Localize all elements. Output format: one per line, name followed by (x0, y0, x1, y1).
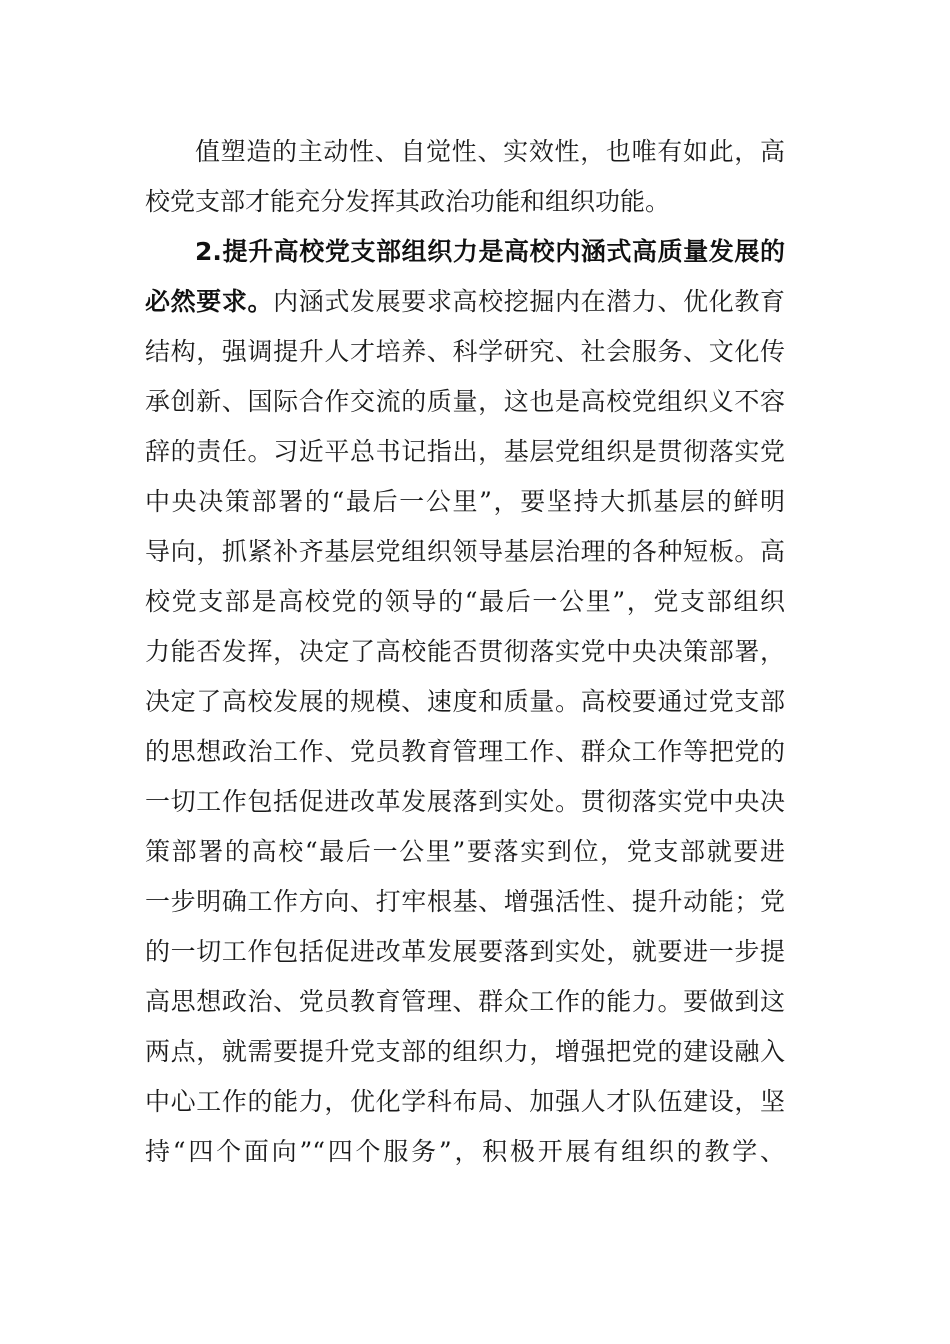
paragraph-2-line-9: 力能否发挥，决定了高校能否贯彻落实党中央决策部署， (145, 637, 785, 666)
paragraph-2-line-18: 中心工作的能力，优化学科布局、加强人才队伍建设，坚 (145, 1087, 785, 1116)
paragraph-1-line-2: 校党支部才能充分发挥其政治功能和组织功能。 (145, 187, 671, 216)
paragraph-2-heading-line-2: 必然要求。 (145, 287, 274, 316)
paragraph-2-line-3: 结构，强调提升人才培养、科学研究、社会服务、文化传 (145, 337, 785, 366)
paragraph-2-line-11: 的思想政治工作、党员教育管理工作、群众工作等把党的 (145, 737, 785, 766)
paragraph-2-line-13: 策部署的高校“最后一公里”要落实到位，党支部就要进 (145, 837, 785, 866)
paragraph-2-line-7: 导向，抓紧补齐基层党组织领导基层治理的各种短板。高 (145, 537, 785, 566)
paragraph-2-line-6: 中央决策部署的“最后一公里”，要坚持大抓基层的鲜明 (145, 487, 785, 516)
paragraph-2-heading-line-1: 2.提升高校党支部组织力是高校内涵式高质量发展的 (195, 237, 785, 266)
paragraph-2-line-16: 高思想政治、党员教育管理、群众工作的能力。要做到这 (145, 987, 785, 1016)
paragraph-2-line-12: 一切工作包括促进改革发展落到实处。贯彻落实党中央决 (145, 787, 785, 816)
paragraph-2-line-4: 承创新、国际合作交流的质量，这也是高校党组织义不容 (145, 387, 785, 416)
paragraph-2-line-2 (145, 280, 785, 324)
paragraph-2-line-10: 决定了高校发展的规模、速度和质量。高校要通过党支部 (145, 687, 785, 716)
paragraph-2-line-8: 校党支部是高校党的领导的“最后一公里”，党支部组织 (145, 587, 785, 616)
paragraph-2-line-19: 持“四个面向”“四个服务”，积极开展有组织的教学、 (145, 1137, 785, 1166)
paragraph-2-line-14: 一步明确工作方向、打牢根基、增强活性、提升动能；党 (145, 887, 785, 916)
paragraph-1-line-1: 值塑造的主动性、自觉性、实效性，也唯有如此，高 (195, 137, 785, 166)
paragraph-2-line-2-text: 内涵式发展要求高校挖掘内在潜力、优化教育 (273, 287, 785, 316)
paragraph-2-line-15: 的一切工作包括促进改革发展要落到实处，就要进一步提 (145, 937, 785, 966)
paragraph-2-line-5: 辞的责任。习近平总书记指出，基层党组织是贯彻落实党 (145, 437, 785, 466)
paragraph-2-line-17: 两点，就需要提升党支部的组织力，增强把党的建设融入 (145, 1037, 785, 1066)
